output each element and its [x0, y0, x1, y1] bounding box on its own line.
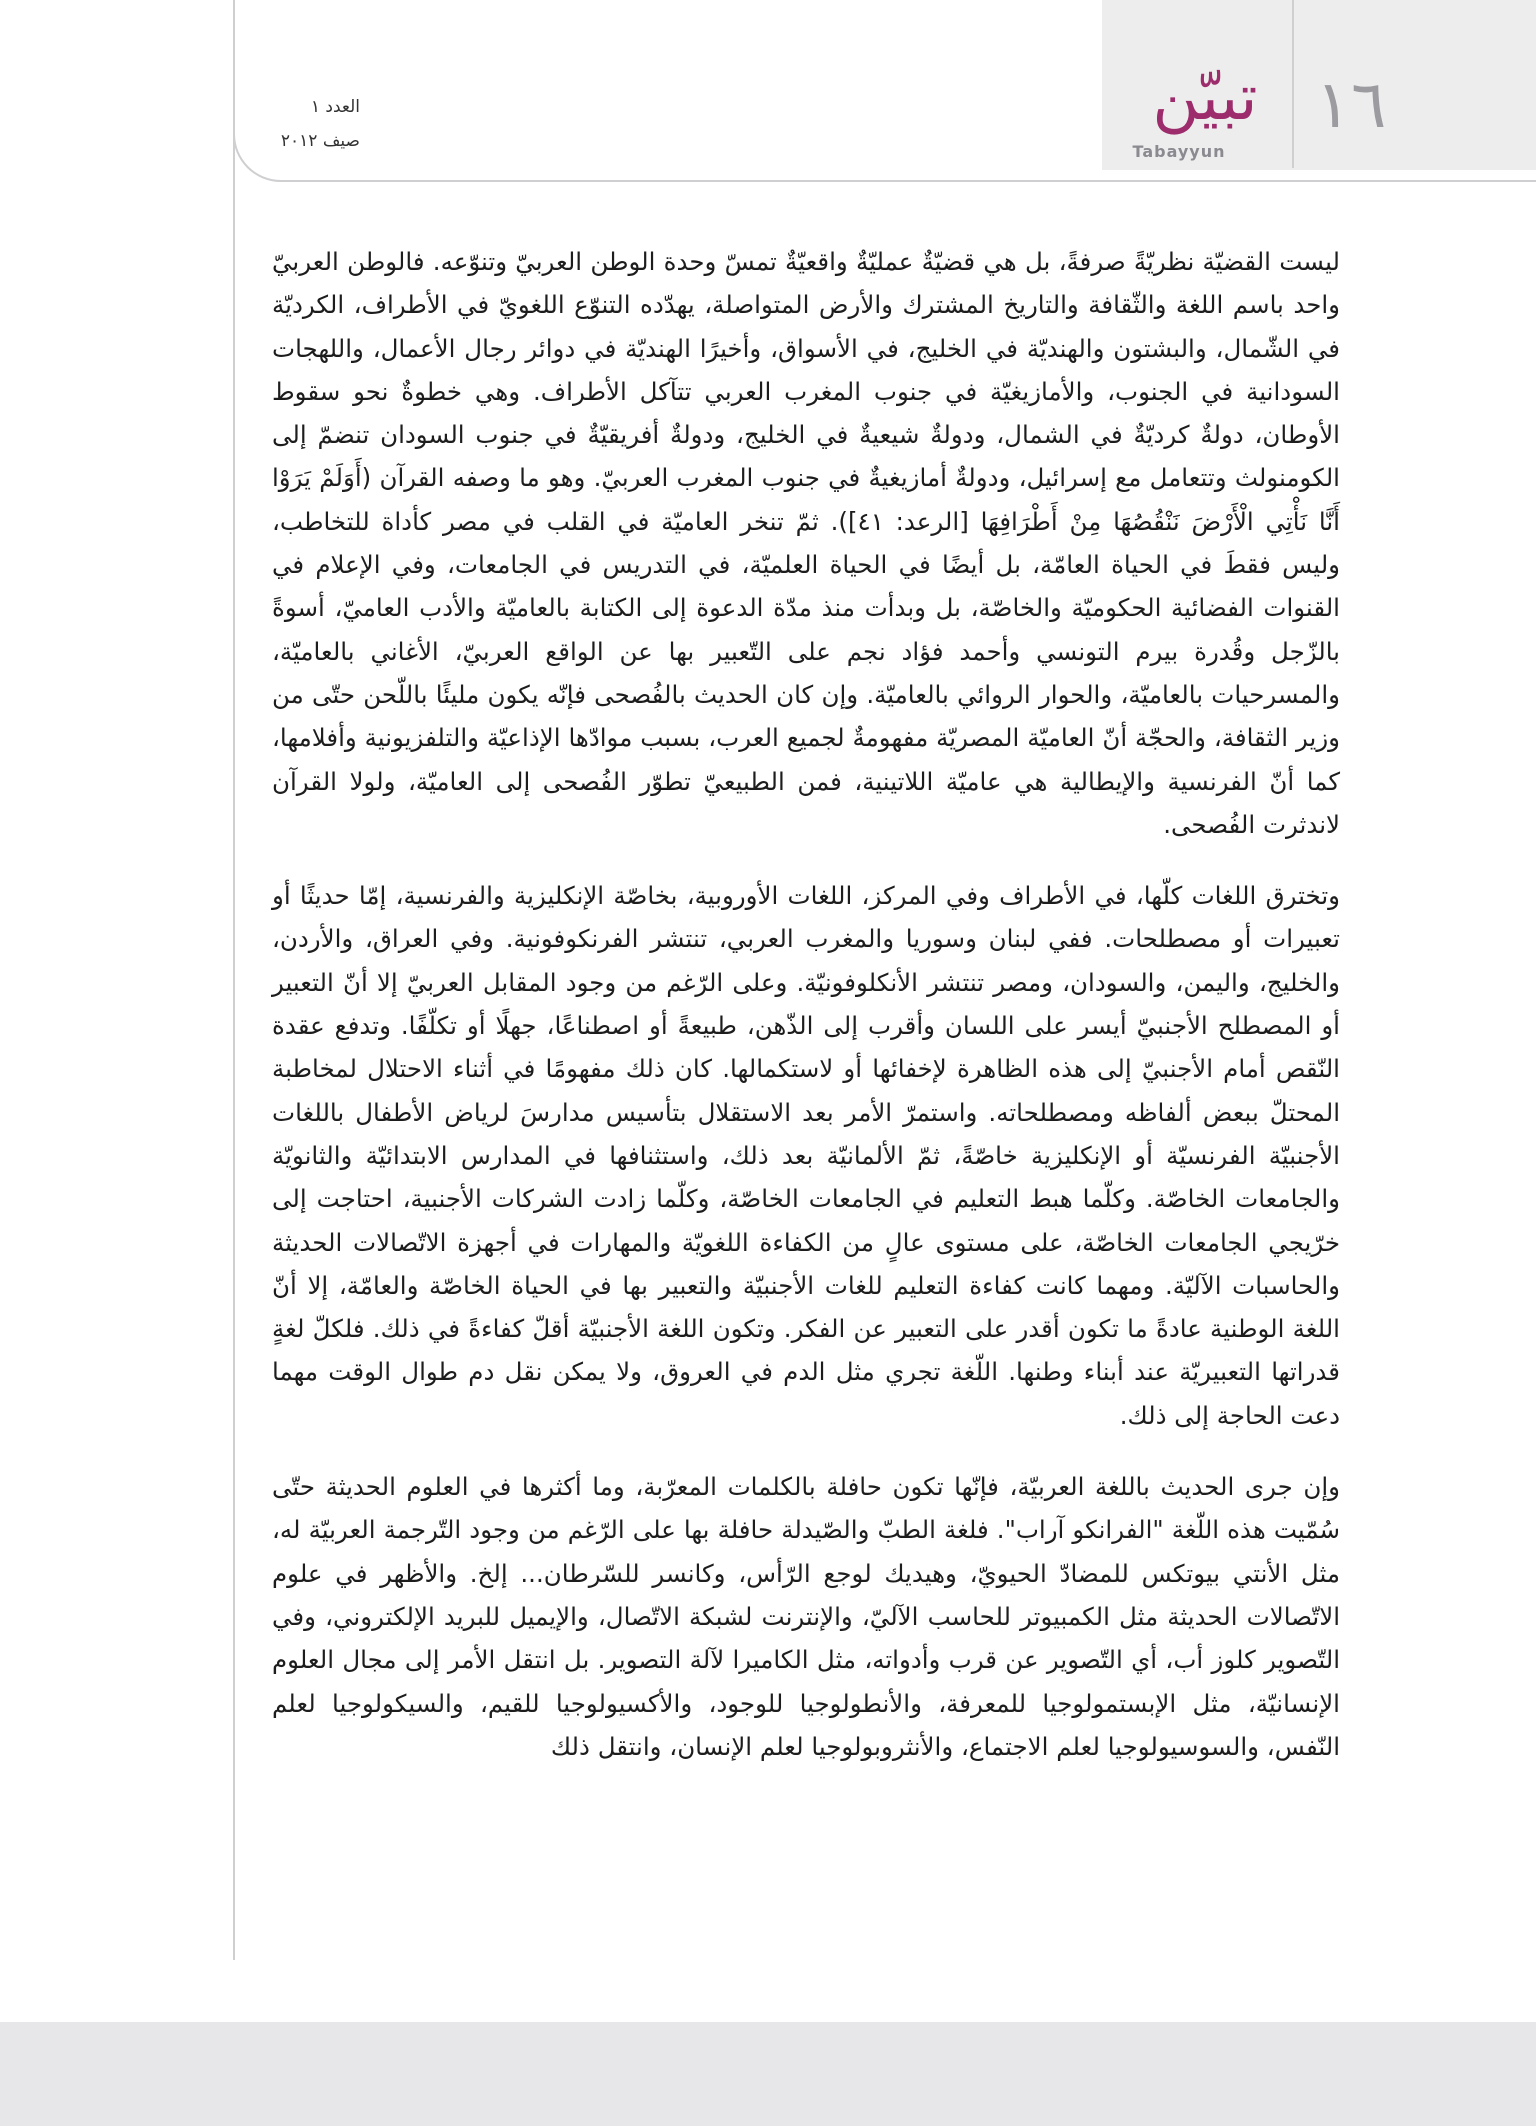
journal-logo: تبيّن	[1152, 61, 1258, 135]
paragraph-2: وتخترق اللغات كلّها، في الأطراف وفي المركز، اللغات الأوروبية، بخاصّة الإنكليزية والفرنسية، إمّا حديثًا أو تعبيرات أو مصطلحات. ففي لبنان وسوريا والمغرب العربي، تنتشر الفرنكوفونية. وفي العراق، والأردن، والخليج، واليمن، والسودان، ومصر تنتشر الأنكلوفونيّة. وعلى الرّغم من وجود المقابل العربيّ إلا أنّ التعبير أو المصطلح الأجنبيّ أيسر على اللسان وأقرب إلى الذّهن، طبيعةً أو اصطناعًا، جهلًا أو تكلّفًا. وتدفع عقدة النّقص أمام الأجنبيّ إلى هذه الظاهرة لإخفائها أو لاستكمالها. كان ذلك مفهومًا في أثناء الاحتلال لمخاطبة المحتلّ ببعض ألفاظه ومصطلحاته. واستمرّ الأمر بعد الاستقلال بتأسيس مدارسَ لرياض الأطفال باللغات الأجنبيّة الفرنسيّة أو الإنكليزية خاصّةً، ثمّ الألمانيّة بعد ذلك، واستثنافها في المدارس الابتدائيّة والثانويّة والجامعات الخاصّة. وكلّما هبط التعليم في الجامعات الخاصّة، وكلّما زادت الشركات الأجنبية، احتاجت إلى خرّيجي الجامعات الخاصّة، على مستوى عالٍ من الكفاءة اللغويّة والمهارات في أجهزة الاتّصالات الحديثة والحاسبات الآليّة. ومهما كانت كفاءة التعليم للغات الأجنبيّة والتعبير بها في الحياة الخاصّة والعامّة، إلا أنّ اللغة الوطنية عادةً ما تكون أقدر على التعبير عن الفكر. وتكون اللغة الأجنبيّة أقلّ كفاءةً في ذلك. فلكلّ لغةٍ قدراتها التعبيريّة عند أبناء وطنها. اللّغة تجري مثل الدم في العروق، ولا يمكن نقل دم طوال الوقت مهما دعت الحاجة إلى ذلك.	[272, 881, 1340, 1430]
issue-season: صيف ٢٠١٢	[280, 131, 360, 151]
paragraph-3: وإن جرى الحديث باللغة العربيّة، فإنّها تكون حافلة بالكلمات المعرّبة، وما أكثرها في العلوم الحديثة حتّى سُمّيت هذه اللّغة "الفرانكو آراب". فلغة الطبّ والصّيدلة حافلة بها على الرّغم من وجود التّرجمة العربيّة له، مثل الأنتي بيوتكس للمضادّ الحيويّ، وهيديك لوجع الرّأس، وكانسر للسّرطان... إلخ. والأظهر في علوم الاتّصالات الحديثة مثل الكمبيوتر للحاسب الآليّ، والإنترنت لشبكة الاتّصال، والإيميل للبريد الإلكتروني، وفي التّصوير كلوز أب، أي التّصوير عن قرب وأدواته، مثل الكاميرا لآلة التصوير. بل انتقل الأمر إلى مجال العلوم الإنسانيّة، مثل الإبستمولوجيا للمعرفة، والأنطولوجيا للوجود، والأكسيولوجيا للقيم، والسيكولوجيا لعلم النّفس، والسوسيولوجيا لعلم الاجتماع، والأنثروبولوجيا لعلم الإنسان، وانتقل ذلك	[272, 1472, 1340, 1761]
journal-logo-latin: Tabayyun	[1132, 142, 1226, 161]
header-divider	[1292, 0, 1294, 168]
paragraph-1: ليست القضيّة نظريّةً صرفةً، بل هي قضيّةٌ عمليّةٌ واقعيّةٌ تمسّ وحدة الوطن العربيّ وتنوّعه. فالوطن العربيّ واحد باسم اللغة والثّقافة والتاريخ المشترك والأرض المتواصلة، يهدّده التنوّع اللغويّ في الأطراف، الكرديّة في الشّمال، والبشتون والهنديّة في الخليج، في الأسواق، وأخيرًا الهنديّة في دوائر رجال الأعمال، واللهجات السودانية في الجنوب، والأمازيغيّة في جنوب المغرب العربي تتآكل الأطراف. وهي خطوةٌ نحو سقوط الأوطان، دولةٌ كرديّةٌ في الشمال، ودولةٌ شيعيةٌ في الخليج، ودولةٌ أفريقيّةٌ في جنوب السودان تنضمّ إلى الكومنولث وتتعامل مع إسرائيل، ودولةٌ أمازيغيةٌ في جنوب المغرب العربيّ. وهو ما وصفه القرآن (أَوَلَمْ يَرَوْا أَنَّا نَأْتِي الْأَرْضَ نَنْقُصُهَا مِنْ أَطْرَافِهَا [الرعد: ٤١]). ثمّ تنخر العاميّة في القلب في مصر كأداة للتخاطب، وليس فقطَ في الحياة العامّة، بل أيضًا في الحياة العلميّة، في التدريس في الجامعات، وفي الإعلام في القنوات الفضائية الحكوميّة والخاصّة، بل وبدأت منذ مدّة الدعوة إلى الكتابة بالعاميّة والأدب العاميّ، أسوةً بالزّجل وقُدرة بيرم التونسي وأحمد فؤاد نجم على التّعبير بها عن الواقع العربيّ، الأغاني بالعاميّة، والمسرحيات بالعاميّة، والحوار الروائي بالعاميّة. وإن كان الحديث بالفُصحى فإنّه يكون مليئًا باللّحن حتّى من وزير الثقافة، والحجّة أنّ العاميّة المصريّة مفهومةٌ لجميع العرب، بسبب موادّها الإذاعيّة والتلفزيونية وأفلامها، كما أنّ الفرنسية والإيطالية هي عاميّة اللاتينية، فمن الطبيعيّ تطوّر الفُصحى إلى العاميّة، ولولا القرآن لاندثرت الفُصحى.	[272, 247, 1340, 839]
page-footer-band	[0, 2022, 1536, 2126]
issue-number: العدد ١	[310, 97, 360, 117]
page-number: ١٦	[1315, 66, 1387, 143]
article-body	[272, 240, 1340, 1796]
issue-info	[260, 90, 360, 158]
